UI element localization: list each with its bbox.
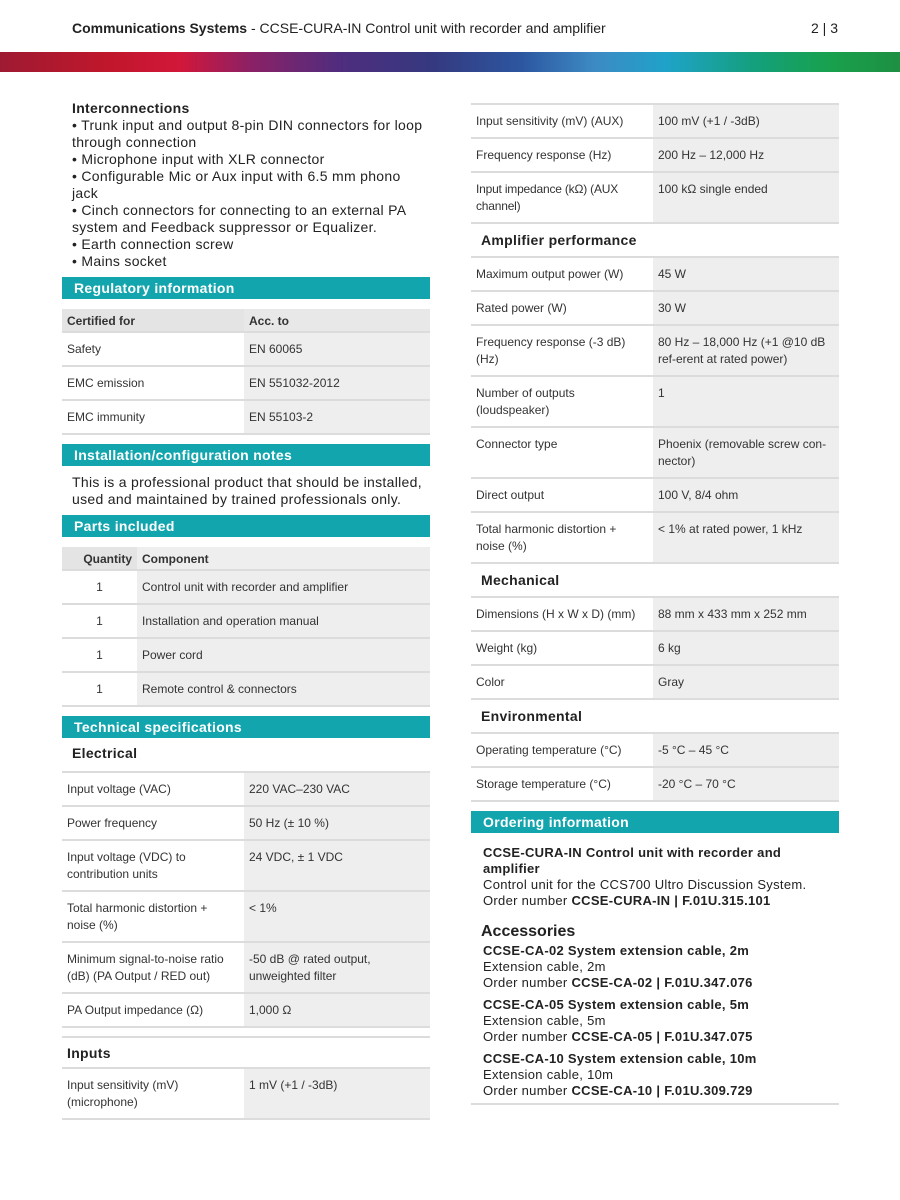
accessory-description: Extension cable, 5m bbox=[483, 1013, 606, 1028]
spec-label: Rated power (W) bbox=[476, 301, 567, 315]
accessory-order-line bbox=[483, 975, 839, 991]
accessory-description: Extension cable, 10m bbox=[483, 1067, 614, 1082]
order-label: Order number bbox=[483, 1083, 572, 1098]
spec-label: Input sensitivity (mV) (AUX) bbox=[476, 114, 624, 128]
regulatory-value: EN 551032-2012 bbox=[244, 366, 430, 400]
parts-quantity: 1 bbox=[96, 614, 103, 628]
ordering-rule bbox=[471, 1103, 839, 1105]
order-label: Order number bbox=[483, 975, 572, 990]
spec-label: PA Output impedance (Ω) bbox=[67, 1003, 204, 1017]
parts-component: Remote control & connectors bbox=[137, 672, 430, 706]
spec-value: Gray bbox=[653, 665, 839, 699]
electrical-heading: Electrical bbox=[72, 745, 138, 761]
accessories-heading: Accessories bbox=[481, 923, 576, 940]
table-row bbox=[62, 840, 430, 891]
accessory-item bbox=[471, 997, 839, 1045]
table-row bbox=[471, 427, 839, 478]
regulatory-value: EN 55103-2 bbox=[244, 400, 430, 434]
order-label: Order number bbox=[483, 893, 572, 908]
regulatory-label: Safety bbox=[67, 342, 102, 356]
mechanical-table bbox=[471, 596, 839, 700]
spec-value: 30 W bbox=[653, 291, 839, 325]
spec-value: 80 Hz – 18,000 Hz (+1 @10 dB ref-erent at rated power) bbox=[653, 325, 839, 376]
spec-value: 6 kg bbox=[653, 631, 839, 665]
left-column bbox=[62, 100, 430, 1120]
parts-component: Control unit with recorder and amplifier bbox=[137, 570, 430, 604]
page-header bbox=[0, 0, 900, 50]
table-row bbox=[471, 478, 839, 512]
spec-label: Connector type bbox=[476, 437, 558, 451]
spec-label: Dimensions (H x W x D) (mm) bbox=[476, 607, 636, 621]
table-row bbox=[471, 512, 839, 563]
ordering-heading: Ordering information bbox=[471, 811, 839, 833]
table-row bbox=[471, 376, 839, 427]
technical-heading: Technical specifications bbox=[62, 716, 430, 738]
accessory-title: CCSE-CA-05 System extension cable, 5m bbox=[483, 997, 750, 1012]
table-row bbox=[471, 172, 839, 223]
accessory-item bbox=[471, 1051, 839, 1099]
accessory-description: Extension cable, 2m bbox=[483, 959, 606, 974]
header-title bbox=[72, 20, 606, 36]
spec-value: 50 Hz (± 10 %) bbox=[244, 806, 430, 840]
spec-label: Power frequency bbox=[67, 816, 158, 830]
interconnections-item: • Earth connection screw bbox=[72, 236, 234, 252]
spec-value: 200 Hz – 12,000 Hz bbox=[653, 138, 839, 172]
installation-heading: Installation/configuration notes bbox=[62, 444, 430, 466]
spec-value: Phoenix (removable screw con-nector) bbox=[653, 427, 839, 478]
accessory-order-line bbox=[483, 1083, 839, 1099]
regulatory-value: EN 60065 bbox=[244, 332, 430, 366]
regulatory-label: EMC immunity bbox=[67, 410, 146, 424]
ordering-product bbox=[471, 845, 839, 909]
order-label: Order number bbox=[483, 1029, 572, 1044]
page-number: 2 | 3 bbox=[811, 20, 838, 36]
spec-label: Weight (kg) bbox=[476, 641, 538, 655]
inputs-table-right bbox=[471, 103, 839, 224]
spec-label: Frequency response (Hz) bbox=[476, 148, 612, 162]
table-row bbox=[62, 570, 430, 604]
table-row bbox=[62, 638, 430, 672]
interconnections-item: • Configurable Mic or Aux input with 6.5 mm phono jack bbox=[72, 168, 401, 201]
order-number: CCSE-CA-02 | F.01U.347.076 bbox=[571, 975, 753, 990]
parts-quantity: 1 bbox=[96, 580, 103, 594]
parts-quantity: 1 bbox=[96, 682, 103, 696]
spec-value: 100 mV (+1 / -3dB) bbox=[653, 104, 839, 138]
spec-label: Frequency response (-3 dB) (Hz) bbox=[476, 335, 626, 366]
spec-value: 24 VDC, ± 1 VDC bbox=[244, 840, 430, 891]
spec-label: Input voltage (VDC) to contribution units bbox=[67, 850, 186, 881]
table-row bbox=[471, 138, 839, 172]
order-number: CCSE-CA-05 | F.01U.347.075 bbox=[571, 1029, 753, 1044]
accessory-title: CCSE-CA-10 System extension cable, 10m bbox=[483, 1051, 757, 1066]
spec-value: -20 °C – 70 °C bbox=[653, 767, 839, 801]
table-row bbox=[471, 104, 839, 138]
parts-quantity: 1 bbox=[96, 648, 103, 662]
product-title: CCSE-CURA-IN Control unit with recorder and amplifier bbox=[483, 845, 782, 876]
spec-value: 45 W bbox=[653, 257, 839, 291]
interconnections-heading: Interconnections bbox=[72, 100, 190, 116]
environmental-heading: Environmental bbox=[481, 708, 583, 724]
parts-table bbox=[62, 547, 430, 707]
table-row bbox=[62, 772, 430, 806]
header-title-bold: Communications Systems bbox=[72, 20, 248, 36]
inputs-heading: Inputs bbox=[67, 1045, 111, 1061]
spec-label: Maximum output power (W) bbox=[476, 267, 624, 281]
interconnections-item: • Microphone input with XLR connector bbox=[72, 151, 325, 167]
accessory-title: CCSE-CA-02 System extension cable, 2m bbox=[483, 943, 750, 958]
parts-component: Installation and operation manual bbox=[137, 604, 430, 638]
regulatory-label: EMC emission bbox=[67, 376, 145, 390]
installation-text: This is a professional product that should be installed, used and maintained by trained professionals only. bbox=[72, 474, 422, 507]
table-row bbox=[62, 1068, 430, 1119]
environmental-table bbox=[471, 732, 839, 802]
table-row bbox=[62, 806, 430, 840]
accessory-order-line bbox=[483, 1029, 839, 1045]
spec-value: 100 V, 8/4 ohm bbox=[653, 478, 839, 512]
table-row bbox=[471, 733, 839, 767]
parts-heading: Parts included bbox=[62, 515, 430, 537]
table-row bbox=[471, 597, 839, 631]
spec-label: Operating temperature (°C) bbox=[476, 743, 622, 757]
spec-label: Total harmonic distortion + noise (%) bbox=[67, 901, 208, 932]
spec-value: -50 dB @ rated output, unweighted filter bbox=[244, 942, 430, 993]
spec-label: Total harmonic distortion + noise (%) bbox=[476, 522, 617, 553]
regulatory-heading: Regulatory information bbox=[62, 277, 430, 299]
spec-value: < 1% bbox=[244, 891, 430, 942]
parts-component: Power cord bbox=[137, 638, 430, 672]
product-order-line bbox=[483, 893, 839, 909]
spec-label: Input impedance (kΩ) (AUX channel) bbox=[476, 182, 619, 213]
amplifier-table bbox=[471, 256, 839, 564]
inputs-rule bbox=[62, 1036, 430, 1038]
interconnections-item: • Mains socket bbox=[72, 253, 167, 269]
interconnections-section bbox=[62, 100, 430, 270]
inputs-table-left bbox=[62, 1067, 430, 1120]
regulatory-col-certified: Certified for bbox=[62, 309, 244, 332]
interconnections-item: • Cinch connectors for connecting to an external PA system and Feedback suppressor or Equalizer. bbox=[72, 202, 406, 235]
order-number: CCSE-CA-10 | F.01U.309.729 bbox=[571, 1083, 753, 1098]
accessory-item bbox=[471, 943, 839, 991]
spec-value: 220 VAC–230 VAC bbox=[244, 772, 430, 806]
table-row bbox=[62, 332, 430, 366]
table-row bbox=[471, 665, 839, 699]
spec-value: 1 bbox=[653, 376, 839, 427]
table-row bbox=[471, 325, 839, 376]
spec-label: Storage temperature (°C) bbox=[476, 777, 611, 791]
spec-label: Input voltage (VAC) bbox=[67, 782, 171, 796]
regulatory-table bbox=[62, 309, 430, 435]
spec-value: 1,000 Ω bbox=[244, 993, 430, 1027]
spec-label: Number of outputs (loudspeaker) bbox=[476, 386, 575, 417]
header-title-rest: - CCSE-CURA-IN Control unit with recorder and amplifier bbox=[247, 20, 606, 36]
electrical-table bbox=[62, 771, 430, 1028]
parts-col-component: Component bbox=[137, 547, 430, 570]
table-row bbox=[62, 366, 430, 400]
order-number: CCSE-CURA-IN | F.01U.315.101 bbox=[571, 893, 771, 908]
table-row bbox=[62, 891, 430, 942]
amplifier-heading: Amplifier performance bbox=[481, 232, 637, 248]
table-row bbox=[471, 291, 839, 325]
table-row bbox=[62, 400, 430, 434]
spec-label: Input sensitivity (mV) (microphone) bbox=[67, 1078, 179, 1109]
regulatory-col-acc: Acc. to bbox=[244, 309, 430, 332]
spec-value: < 1% at rated power, 1 kHz bbox=[653, 512, 839, 563]
spec-value: 1 mV (+1 / -3dB) bbox=[244, 1068, 430, 1119]
table-row bbox=[62, 942, 430, 993]
right-column bbox=[471, 103, 839, 1105]
product-description: Control unit for the CCS700 Ultro Discussion System. bbox=[483, 877, 807, 892]
spec-label: Minimum signal-to-noise ratio (dB) (PA Output / RED out) bbox=[67, 952, 224, 983]
table-row bbox=[471, 631, 839, 665]
spec-label: Direct output bbox=[476, 488, 545, 502]
table-row bbox=[471, 257, 839, 291]
spec-label: Color bbox=[476, 675, 505, 689]
mechanical-heading: Mechanical bbox=[481, 572, 560, 588]
color-band bbox=[0, 52, 900, 72]
table-row bbox=[62, 604, 430, 638]
parts-col-quantity: Quantity bbox=[62, 547, 137, 570]
table-row bbox=[62, 993, 430, 1027]
spec-value: 88 mm x 433 mm x 252 mm bbox=[653, 597, 839, 631]
interconnections-item: • Trunk input and output 8-pin DIN connectors for loop through connection bbox=[72, 117, 423, 150]
table-row bbox=[471, 767, 839, 801]
spec-value: 100 kΩ single ended bbox=[653, 172, 839, 223]
spec-value: -5 °C – 45 °C bbox=[653, 733, 839, 767]
table-row bbox=[62, 672, 430, 706]
